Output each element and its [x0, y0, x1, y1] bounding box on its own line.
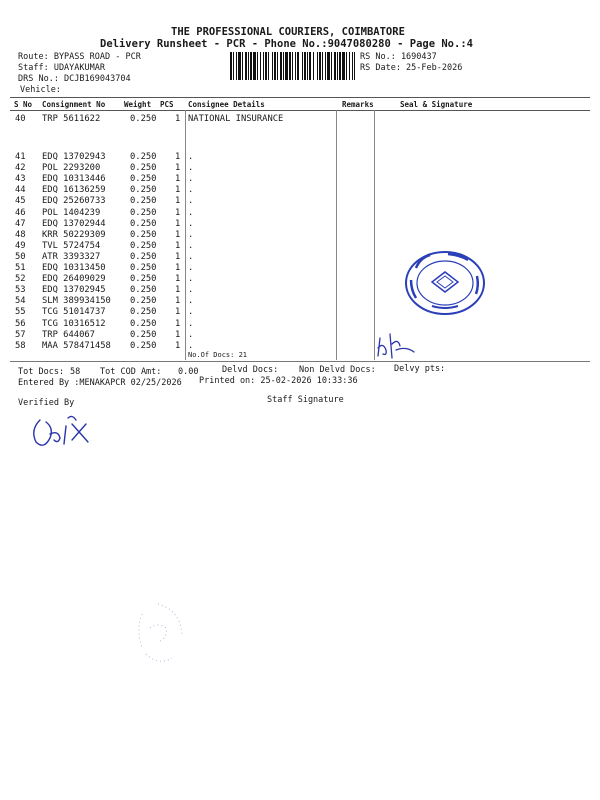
row-weight: 0.250: [130, 196, 157, 207]
table-bottom-rule: [10, 361, 590, 362]
row-weight: 0.250: [130, 340, 157, 351]
row-consignment: EDQ 13702945: [42, 285, 106, 296]
barcode-bar: [248, 52, 249, 80]
barcode-bar: [339, 52, 341, 80]
runsheet-subtitle: Delivery Runsheet - PCR - Phone No.:9047080280 - Page No.:4: [100, 38, 473, 50]
table-row: [0, 163, 600, 174]
barcode-bar: [277, 52, 278, 80]
row-consignee: .: [188, 318, 194, 329]
tot-docs-label: Tot Docs:: [18, 367, 65, 377]
row-consignee: .: [188, 285, 194, 296]
delvy-pts-label: Delvy pts:: [394, 364, 446, 374]
row-consignment: EDQ 10313450: [42, 263, 106, 273]
row-weight: 0.250: [130, 163, 157, 174]
row-weight: 0.250: [130, 240, 157, 251]
row-sno: 55: [15, 307, 26, 318]
barcode-bar: [304, 52, 306, 80]
row-sno: 40: [15, 114, 26, 124]
non-delvd-docs-label: Non Delvd Docs:: [299, 365, 376, 375]
table-row: [0, 341, 600, 352]
table-row: [0, 274, 600, 285]
barcode-bar: [260, 52, 261, 80]
col-weight-header: Weight: [124, 100, 152, 109]
row-pcs: 1: [175, 274, 181, 285]
row-consignee: .: [188, 218, 194, 229]
row-pcs: 1: [175, 251, 181, 262]
row-pcs: 1: [175, 229, 181, 240]
row-consignment: POL 2293200: [42, 163, 101, 174]
row-sno: 48: [15, 229, 26, 240]
col-seal-header: Seal & Signature: [400, 100, 473, 109]
barcode-bar: [331, 52, 332, 80]
row-consignee: .: [188, 229, 194, 240]
row-weight: 0.250: [130, 274, 157, 285]
delvd-docs-label: Delvd Docs:: [222, 365, 279, 375]
table-row: [0, 174, 600, 185]
row-weight: 0.250: [130, 218, 157, 229]
row-pcs: 1: [175, 174, 181, 185]
row-weight: 0.250: [130, 174, 157, 185]
barcode-bar: [272, 52, 273, 80]
row-pcs: 1: [175, 185, 181, 196]
row-pcs: 1: [175, 340, 181, 351]
row-weight: 0.250: [130, 229, 157, 240]
col-pcs-header: PCS: [160, 100, 174, 109]
row-consignee: .: [188, 251, 194, 262]
barcode-bar: [292, 52, 293, 80]
row-pcs: 1: [175, 152, 181, 162]
table-row: [0, 114, 600, 125]
barcode-bar: [342, 52, 345, 80]
tot-cod-value: 0.00: [178, 367, 199, 377]
table-row: [0, 185, 600, 196]
rs-number: RS No.: 1690437: [360, 52, 437, 62]
row-sno: 52: [15, 274, 26, 285]
barcode-bar: [307, 52, 308, 80]
row-weight: 0.250: [130, 296, 157, 307]
row-weight: 0.250: [130, 114, 157, 124]
delivery-signature: [374, 330, 416, 362]
row-weight: 0.250: [130, 318, 157, 329]
barcode-bar: [354, 52, 355, 80]
barcode-bar: [257, 52, 258, 80]
no-of-docs: No.Of Docs: 21: [188, 351, 248, 359]
row-pcs: 1: [175, 207, 181, 218]
table-row: [0, 319, 600, 330]
row-sno: 41: [15, 152, 26, 162]
barcode-bar: [302, 52, 303, 80]
row-sno: 44: [15, 185, 26, 196]
row-pcs: 1: [175, 163, 181, 174]
table-row: [0, 219, 600, 230]
barcode-bar: [242, 52, 243, 80]
barcode-bar: [337, 52, 338, 80]
row-consignment: EDQ 13702943: [42, 152, 106, 162]
tot-docs-value: 58: [70, 367, 81, 377]
barcode-bar: [245, 52, 247, 80]
table-top-rule: [10, 97, 590, 98]
row-consignment: TVL 5724754: [42, 240, 101, 251]
company-title: THE PROFESSIONAL COURIERS, COIMBATORE: [171, 26, 405, 38]
vehicle-label: Vehicle:: [20, 85, 61, 95]
row-sno: 45: [15, 196, 26, 207]
table-row: [0, 330, 600, 341]
row-consignee: .: [188, 296, 194, 307]
staff-signature-label: Staff Signature: [267, 395, 344, 405]
row-consignee: .: [188, 196, 194, 207]
row-pcs: 1: [175, 240, 181, 251]
barcode-bar: [317, 52, 318, 80]
barcode-bar: [268, 52, 269, 80]
barcode-bar: [238, 52, 241, 80]
table-row: [0, 252, 600, 263]
route-label: Route: BYPASS ROAD - PCR: [18, 52, 141, 62]
col-consignment-header: Consignment No: [42, 100, 106, 109]
barcode-bar: [346, 52, 347, 80]
row-sno: 57: [15, 329, 26, 340]
row-consignee: .: [188, 307, 194, 318]
barcode-bar: [230, 52, 232, 80]
barcode-bar: [352, 52, 353, 80]
row-consignment: MAA 578471458: [42, 340, 111, 351]
table-row: [0, 296, 600, 307]
row-sno: 47: [15, 218, 26, 229]
verified-signature: [28, 410, 98, 452]
barcode-bar: [295, 52, 296, 80]
row-weight: 0.250: [130, 307, 157, 318]
row-consignee: .: [188, 174, 194, 185]
table-header-rule: [10, 110, 590, 111]
row-consignment: EDQ 10313446: [42, 174, 106, 185]
barcode-bar: [289, 52, 291, 80]
row-weight: 0.250: [130, 263, 157, 273]
barcode-bar: [233, 52, 234, 80]
barcode-bar: [253, 52, 256, 80]
table-row: [0, 208, 600, 219]
row-sno: 58: [15, 340, 26, 351]
row-weight: 0.250: [130, 152, 157, 162]
row-weight: 0.250: [130, 285, 157, 296]
barcode-bar: [334, 52, 336, 80]
table-row: [0, 196, 600, 207]
table-row: [0, 263, 600, 274]
row-weight: 0.250: [130, 207, 157, 218]
row-consignee: .: [188, 340, 194, 351]
rs-date: RS Date: 25-Feb-2026: [360, 63, 463, 73]
col-consignee-header: Consignee Details: [188, 100, 265, 109]
row-consignee: .: [188, 240, 194, 251]
barcode-bar: [285, 52, 288, 80]
row-consignee: NATIONAL INSURANCE: [188, 114, 284, 124]
row-consignee: .: [188, 152, 194, 162]
barcode-bar: [274, 52, 276, 80]
row-consignment: TRP 5611622: [42, 114, 101, 124]
row-pcs: 1: [175, 263, 181, 273]
row-pcs: 1: [175, 329, 181, 340]
office-seal-stamp: [402, 248, 488, 318]
row-sno: 50: [15, 251, 26, 262]
barcode-bar: [250, 52, 252, 80]
row-sno: 49: [15, 240, 26, 251]
row-sno: 42: [15, 163, 26, 174]
row-consignment: ATR 3393327: [42, 251, 101, 262]
row-pcs: 1: [175, 196, 181, 207]
row-pcs: 1: [175, 296, 181, 307]
row-pcs: 1: [175, 307, 181, 318]
barcode-bar: [349, 52, 350, 80]
barcode-bar: [265, 52, 267, 80]
barcode-bar: [319, 52, 321, 80]
table-row: [0, 241, 600, 252]
row-consignment: EDQ 25260733: [42, 196, 106, 207]
barcode-bar: [327, 52, 330, 80]
row-consignee: .: [188, 263, 194, 273]
row-weight: 0.250: [130, 185, 157, 196]
row-consignee: .: [188, 185, 194, 196]
row-consignment: TCG 10316512: [42, 318, 106, 329]
row-pcs: 1: [175, 318, 181, 329]
barcode-image: [230, 52, 355, 80]
row-consignment: TCG 51014737: [42, 307, 106, 318]
row-sno: 53: [15, 285, 26, 296]
barcode-bar: [263, 52, 264, 80]
row-consignee: .: [188, 163, 194, 174]
row-weight: 0.250: [130, 251, 157, 262]
barcode-bar: [297, 52, 299, 80]
barcode-bar: [325, 52, 326, 80]
barcode-bar: [283, 52, 284, 80]
staff-label: Staff: UDAYAKUMAR: [18, 63, 105, 73]
row-pcs: 1: [175, 285, 181, 296]
row-pcs: 1: [175, 218, 181, 229]
table-row: [0, 230, 600, 241]
row-sno: 43: [15, 174, 26, 185]
verified-by-label: Verified By: [18, 398, 75, 408]
row-sno: 46: [15, 207, 26, 218]
row-consignment: KRR 50229309: [42, 229, 106, 240]
table-row: [0, 285, 600, 296]
barcode-bar: [236, 52, 237, 80]
barcode-bar: [313, 52, 314, 80]
row-consignment: EDQ 16136259: [42, 185, 106, 196]
row-consignee: .: [188, 207, 194, 218]
row-consignment: EDQ 26409029: [42, 274, 106, 285]
printed-on: Printed on: 25-02-2026 10:33:36: [199, 376, 358, 386]
row-consignment: POL 1404239: [42, 207, 101, 218]
col-sno-header: S No: [14, 100, 33, 109]
col-remarks-header: Remarks: [342, 100, 374, 109]
row-sno: 51: [15, 263, 26, 273]
tot-cod-label: Tot COD Amt:: [100, 367, 162, 377]
row-consignment: SLM 389934150: [42, 296, 111, 307]
entered-by: Entered By :MENAKAPCR 02/25/2026: [18, 378, 182, 388]
table-row: [0, 307, 600, 318]
table-row: [0, 152, 600, 163]
barcode-bar: [309, 52, 311, 80]
row-pcs: 1: [175, 114, 181, 124]
row-consignee: .: [188, 274, 194, 285]
barcode-bar: [322, 52, 323, 80]
row-consignee: .: [188, 329, 194, 340]
row-sno: 54: [15, 296, 26, 307]
row-consignment: EDQ 13702944: [42, 218, 106, 229]
drs-number: DRS No.: DCJB169043704: [18, 74, 131, 84]
row-weight: 0.250: [130, 329, 157, 340]
faded-stamp-mark: [128, 600, 188, 672]
row-sno: 56: [15, 318, 26, 329]
barcode-bar: [280, 52, 282, 80]
row-consignment: TRP 644067: [42, 329, 95, 340]
